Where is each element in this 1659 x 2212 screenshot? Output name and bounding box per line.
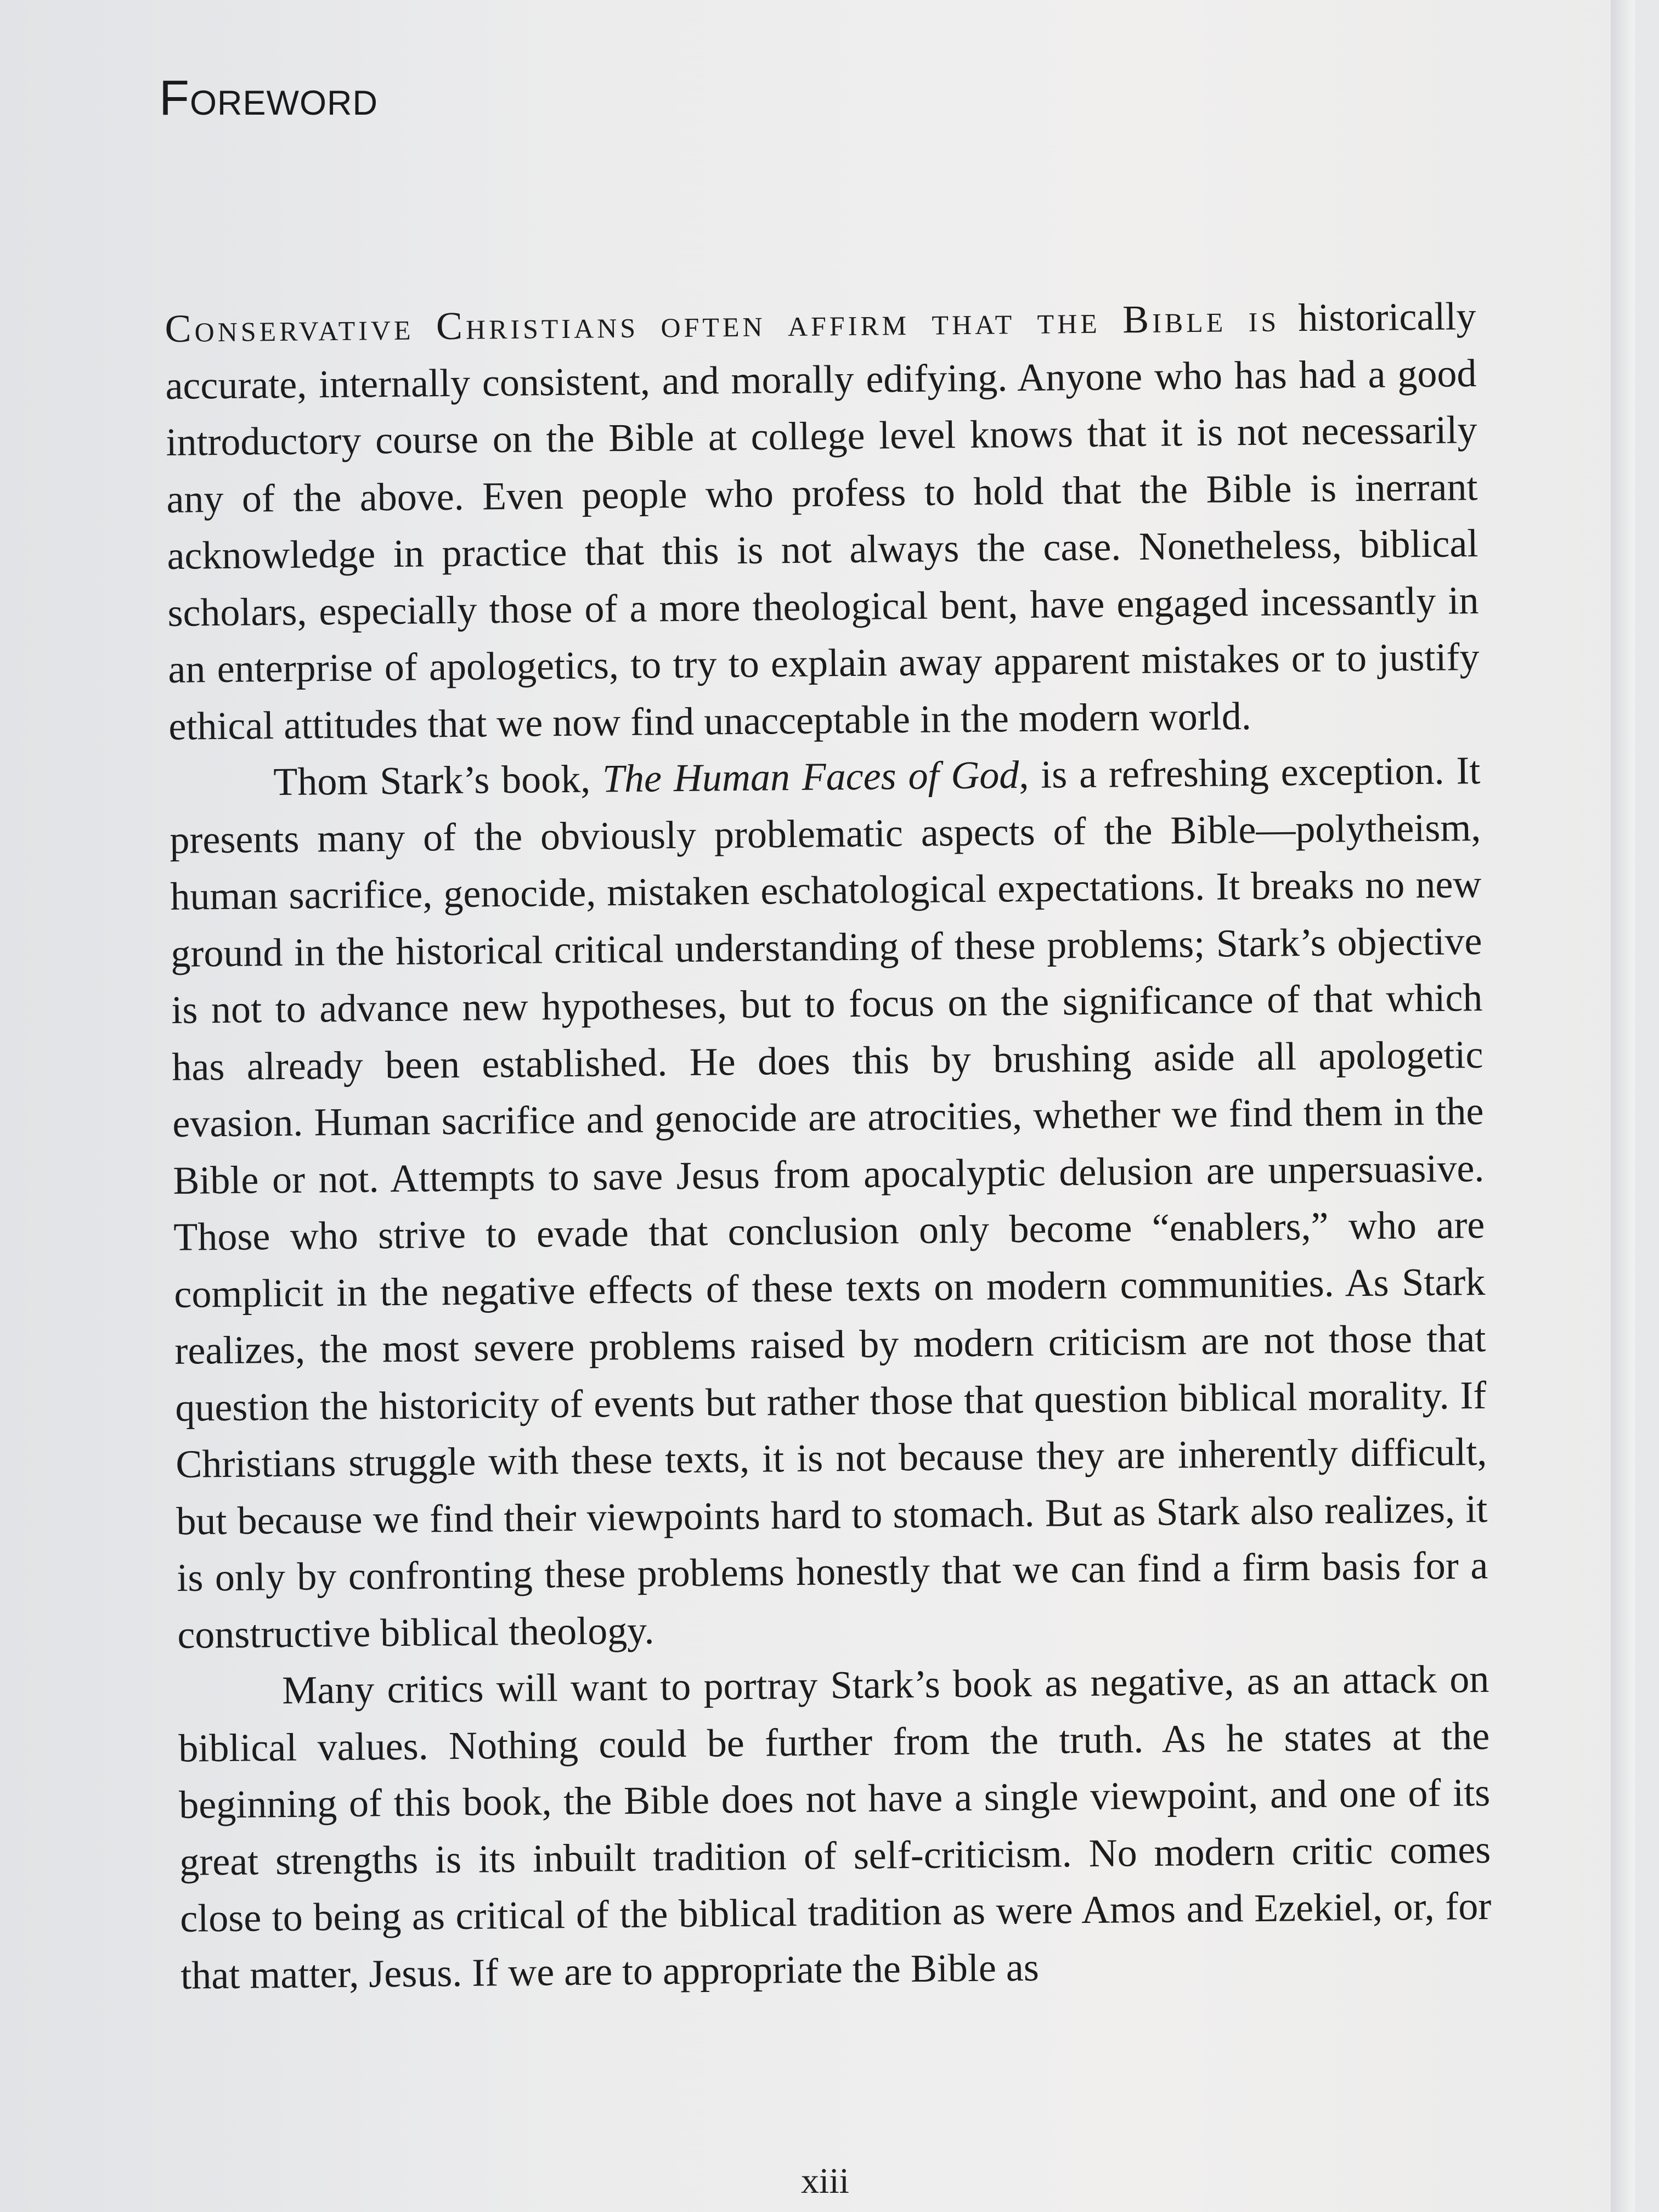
page-edge: [1611, 0, 1635, 2212]
page-number: xiii: [801, 2161, 850, 2201]
book-title: The Human Faces of God: [602, 753, 1019, 801]
paragraph-1: [165, 288, 1480, 755]
paragraph-2: [169, 742, 1489, 1663]
paragraph-1-text: historically accurate, internally consistent, and morally edifying. Anyone who has had a good introductory course on the Bible at college level knows that it is not necessarily any of the above. Even people who profess to hold that the Bible is inerrant acknowledge in practice that this is not always the case. Nonetheless, biblical scholars, especially those of a more theological bent, have engaged incessantly in an enterprise of apologetics, to try to explain away apparent mistakes or to justify ethical attitudes that we now find unacceptable in the modern world.: [165, 294, 1480, 748]
paragraph-3: Many critics will want to portray Stark’s book as negative, as an attack on biblical values. Nothing could be further from the truth. As he states at the beginning of this book, the Bible does not have a single viewpoint, and one of its great strengths is its inbuilt tradition of self-criticism. No modern critic comes close to being as critical of the biblical tradition as were Amos and Ezekiel, or, for that matter, Jesus. If we are to appropriate the Bible as: [178, 1656, 1492, 1997]
chapter-heading: Foreword: [159, 71, 378, 126]
paragraph-2-start: Thom Stark’s book,: [273, 757, 603, 804]
paragraph-2-text: , is a refreshing exception. It presents many of the obviously problematic aspects of the Bible—polytheism, human sacrifice, genocide, mistaken eschatological expectations. It breaks no new ground in the historical critical understanding of these problems; Stark’s objective is not to advance new hypotheses, but to focus on the significance of that which has already been established. He does this by brushing aside all apologetic evasion. Human sacrifice and genocide are atrocities, whether we find them in the Bible or not. Attempts to save Jesus from apocalyptic delusion are unpersuasive. Those who strive to evade that conclusion only become “enablers,” who are complicit in the negative effects of these texts on modern communities. As Stark realizes, the most severe problems raised by modern criticism are not those that question the historicity of events but rather those that question biblical morality. If Christians struggle with these texts, it is not because they are inherently difficult, but because we find their viewpoints hard to stomach. But as Stark also realizes, it is only by confronting these problems honestly that we can find a firm basis for a constructive biblical theology.: [170, 748, 1488, 1657]
lead-in-small-caps: Conservative Christians often affirm that the Bible is: [165, 296, 1280, 351]
foreword-body: [165, 288, 1492, 2004]
